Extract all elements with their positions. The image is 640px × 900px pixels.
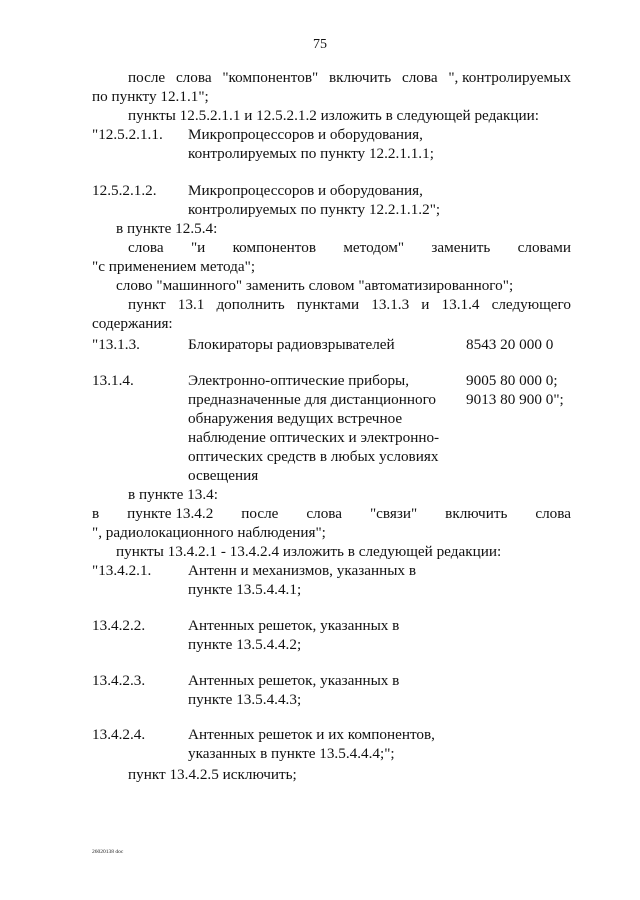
item-text: предназначенные для дистанционного xyxy=(188,391,437,408)
item-number-12-5-2-1-1: "12.5.2.1.1. xyxy=(92,126,163,143)
line-24: пункты 13.4.2.1 - 13.4.2.4 изложить в следующей редакции: xyxy=(116,543,502,560)
item-text: пункте 13.5.4.4.3; xyxy=(188,691,302,708)
word: "компонентов" xyxy=(222,69,319,86)
word: 13.1.4 xyxy=(441,296,480,313)
item-number-13-4-2-3: 13.4.2.3. xyxy=(92,672,146,689)
item-text: Антенных решеток, указанных в xyxy=(188,672,400,689)
item-text: контролируемых по пункту 12.2.1.1.1; xyxy=(188,145,434,162)
word: дополнить xyxy=(216,296,285,313)
line-21: в пункте 13.4: xyxy=(128,486,218,503)
item-number-13-4-2-2: 13.4.2.2. xyxy=(92,617,146,634)
word: слова xyxy=(535,505,571,522)
word: пункт xyxy=(128,296,166,313)
item-text: Антенных решеток и их компонентов, xyxy=(188,726,435,743)
item-number-12-5-2-1-2: 12.5.2.1.2. xyxy=(92,182,157,199)
line-22 xyxy=(92,504,571,523)
word: следующего xyxy=(491,296,571,313)
word: заменить xyxy=(431,239,491,256)
item-text: Антенн и механизмов, указанных в xyxy=(188,562,416,579)
word: слова xyxy=(128,239,164,256)
line-10: "с применением метода"; xyxy=(92,258,256,275)
item-text: Электронно-оптические приборы, xyxy=(188,372,410,389)
line-8: в пункте 12.5.4: xyxy=(116,220,218,237)
item-number-13-4-2-1: "13.4.2.1. xyxy=(92,562,152,579)
word: пунктами xyxy=(296,296,360,313)
word: слова xyxy=(175,69,212,86)
word: 13.1 xyxy=(177,296,205,313)
item-text: Микропроцессоров и оборудования, xyxy=(188,126,423,143)
line-12 xyxy=(128,295,571,314)
word: пункте 13.4.2 xyxy=(127,505,214,522)
customs-code: 9005 80 000 0; xyxy=(466,372,558,389)
word: после xyxy=(241,505,279,522)
item-number-13-1-3: "13.1.3. xyxy=(92,336,140,353)
line-9 xyxy=(128,238,571,257)
item-text: освещения xyxy=(188,467,259,484)
word: слова xyxy=(401,69,438,86)
page-number: 75 xyxy=(313,37,327,52)
line-3: пункты 12.5.2.1.1 и 12.5.2.1.2 изложить в следующей редакции: xyxy=(128,107,540,124)
footer-filename: 26020138 doc xyxy=(92,849,124,855)
item-text: Микропроцессоров и оборудования, xyxy=(188,182,423,199)
customs-code: 9013 80 900 0"; xyxy=(466,391,564,408)
item-text: Блокираторы радиовзрывателей xyxy=(188,336,395,353)
word: в xyxy=(92,505,100,522)
word: ", контролируемых xyxy=(448,69,571,86)
item-number-13-4-2-4: 13.4.2.4. xyxy=(92,726,146,743)
word: и xyxy=(421,296,430,313)
item-text: пункте 13.5.4.4.2; xyxy=(188,636,302,653)
line-11: слово "машинного" заменить словом "автоматизированного"; xyxy=(116,277,514,294)
word: "и xyxy=(190,239,206,256)
word: включить xyxy=(328,69,392,86)
item-text: обнаружения ведущих встречное xyxy=(188,410,403,427)
item-text: пункте 13.5.4.4.1; xyxy=(188,581,302,598)
item-text: указанных в пункте 13.5.4.4.4;"; xyxy=(188,745,395,762)
item-text: оптических средств в любых условиях xyxy=(188,448,439,465)
line-33: пункт 13.4.2.5 исключить; xyxy=(128,766,297,783)
item-text: контролируемых по пункту 12.2.1.1.2"; xyxy=(188,201,441,218)
word: "связи" xyxy=(369,505,418,522)
item-number-13-1-4: 13.1.4. xyxy=(92,372,134,389)
item-text: Антенных решеток, указанных в xyxy=(188,617,400,634)
word: слова xyxy=(306,505,343,522)
line-1 xyxy=(128,68,571,87)
word: словами xyxy=(517,239,571,256)
word: компонентов xyxy=(232,239,317,256)
word: включить xyxy=(445,505,508,522)
word: 13.1.3 xyxy=(371,296,410,313)
line-13: содержания: xyxy=(92,315,173,332)
customs-code: 8543 20 000 0 xyxy=(466,336,554,353)
word: методом" xyxy=(343,239,405,256)
line-2: по пункту 12.1.1"; xyxy=(92,88,209,105)
word: после xyxy=(128,69,166,86)
line-23: ", радиолокационного наблюдения"; xyxy=(92,524,326,541)
item-text: наблюдение оптических и электронно- xyxy=(188,429,440,446)
